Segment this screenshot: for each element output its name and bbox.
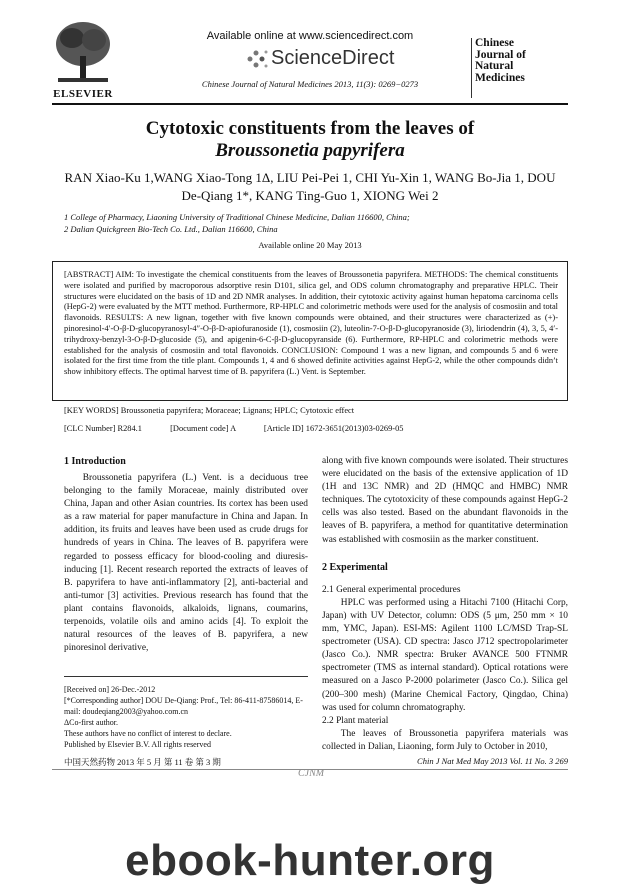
watermark: ebook-hunter.org: [125, 836, 495, 885]
footer-chinese-citation: 中国天然药物 2013 年 5 月 第 11 卷 第 3 期: [64, 757, 221, 767]
subsection-general-procedures: 2.1 General experimental procedures: [322, 584, 461, 595]
clc-number: [CLC Number] R284.1: [64, 424, 142, 433]
footnote: These authors have no conflict of interest to declare.: [64, 729, 232, 738]
cjnm-logo: CJNM: [298, 768, 325, 779]
affiliation: 2 Dalian Quickgreen Bio-Tech Co. Ltd., Dalian 116600, China: [64, 224, 278, 234]
footnote: [*Corresponding author] DOU De-Qiang: Prof., Tel: 86-411-87586014, E-mail: doudeqiang2003@yahoo.com.cn: [64, 696, 303, 716]
journal-name-block: [471, 38, 571, 98]
footnotes: [64, 684, 308, 750]
abstract-text: [ABSTRACT] AIM: To investigate the chemical constituents from the leaves of Broussonetia papyrifera. METHODS: The chemical constituents were isolated and purified by macroporous adsorptive resin D101, silica gel, and ODS column chromatography and preparative HPLC. Their structures were elucidated on the basis of 1D and 2D NMR analyses. In addition, their cytotoxic activity against human hepatoma carcinoma cells (HepG-2) were evaluated by the MTT method. Furthermore, RP-HPLC and colorimetric methods were used for the analysis of cosmosiin and total flavonoids. RESULTS: A new lignan, together with five known compounds were obtained, and their structures were characterized as (+)-pinoresinol-4′-O-β-D-glucopyranosyl-4″-O-β-D-apiofuranoside (1), cosmosiin (2), luteolin-7-O-β-D-glucopyranoside (3), liriodendrin (4), 3, 5, 4′-trihydroxy-benzyl-3-O-β-D-glucoside (5), and apigenin-6-C-β-D-glucopyranside (6). Furthermore, RP-HPLC and colorimetric methods were established for the analysis of cosmosiin and total flavonoids. CONCLUSION: Compound 1 was a new lignan, and compounds 5 and 6 were isolated for the first time from the title plant. Compounds 1, 4 and 6 showed definite activities against HepG-2, while the other compounds didn’t show inhibitory effects. The optimal harvest time of B. papyrifera (L.) Vent. is September.: [64, 270, 558, 377]
journal-name-line: Journal of: [475, 48, 526, 61]
publisher-name: ELSEVIER: [53, 88, 113, 100]
footnote: ΔCo-first author.: [64, 718, 119, 727]
footer-english-citation: Chin J Nat Med May 2013 Vol. 11 No. 3 269: [417, 756, 568, 766]
paper-title: Cytotoxic constituents from the leaves of: [145, 118, 475, 139]
journal-name-line: Chinese: [475, 37, 514, 49]
subsection-plant-material: 2.2 Plant material: [322, 715, 389, 726]
paper-title-species: Broussonetia papyrifera: [215, 140, 405, 161]
classification-row: [64, 424, 403, 433]
journal-name-line: Natural: [475, 60, 514, 72]
footnote-rule: [64, 676, 308, 677]
plant-material-text: The leaves of Broussonetia papyrifera materials was collected in Dalian, Liaoning, form July to October in 2010,: [322, 728, 568, 752]
authors-line: RAN Xiao-Ku 1,WANG Xiao-Tong 1Δ, LIU Pei-Pei 1, CHI Yu-Xin 1, WANG Bo-Jia 1, DOU: [64, 170, 556, 185]
intro-continued-text: along with five known compounds were isolated. Their structures were elucidated on the basis of the extensive application of 1D (1H and 13C NMR) and 2D (HMQC and HMBC) NMR techniques. The cytotoxicity of these compounds against HepG-2 cells was also tested. Based on the abundant flavonoids in the leaves of B. papyrifera, a method for quantitative determination was established with cosmosiin as the marker constituent.: [322, 456, 568, 545]
article-id: [Article ID] 1672-3651(2013)03-0269-05: [263, 424, 404, 433]
affiliation: 1 College of Pharmacy, Liaoning University of Traditional Chinese Medicine, Dalian 116600, China;: [64, 212, 410, 222]
document-code: [Document code] A: [170, 424, 236, 433]
introduction-text: Broussonetia papyrifera (L.) Vent. is a deciduous tree belonging to the family Moraceae, mainly distributed over China, Japan and other Asian countries. Its cortex has been used as a raw material for paper manufacture in China and Japan. In addition, its fruits and leaves have been used as crude drugs for hundreds of years in China. The leaves of B. papyrifera were regarded to possess efficacy for blood-cooling and diuresis-inducing [1]. Recent research reported the extracts of leaves of B. papyrifera to have anti-inflammatory [2], anti-bacterial and anti-tumor [3] activities. Previous research has found that the plant contains flavonoids, alkaloids, lignans, coumarins, terpenoids, volatile oils and amino acids [4]. To exploit the natural resources of the leaves of B. papyrifera, a new pinoresinol derivative,: [64, 473, 308, 654]
footnote: Published by Elsevier B.V. All rights reserved: [64, 740, 211, 749]
journal-name-line: Medicines: [475, 71, 525, 84]
section-heading-experimental: 2 Experimental: [322, 561, 388, 573]
available-online-date: Available online 20 May 2013: [258, 240, 362, 250]
keywords: [KEY WORDS] Broussonetia papyrifera; Moraceae; Lignans; HPLC; Cytotoxic effect: [64, 406, 355, 415]
available-online-text: Available online at www.sciencedirect.com: [206, 30, 414, 42]
footnote: [Received on] 26-Dec.-2012: [64, 685, 156, 694]
header-rule: [52, 103, 568, 105]
journal-citation: Chinese Journal of Natural Medicines 2013, 11(3): 0269−0273: [201, 79, 419, 89]
sciencedirect-dots-icon: [246, 48, 268, 70]
elsevier-tree-logo: [52, 18, 114, 88]
right-column: [322, 455, 568, 754]
sciencedirect-wordmark: ScienceDirect: [271, 47, 395, 69]
section-heading-introduction: 1 Introduction: [64, 456, 126, 467]
authors-line: De-Qiang 1*, KANG Ting-Guo 1, XIONG Wei 2: [181, 188, 439, 203]
experimental-procedures-text: HPLC was performed using a Hitachi 7100 (Hitachi Corp, Japan) with UV Detector, column: ODS (5 μm, 250 mm × 10 mm, YMC, Japan). ESI-MS: Agilent 1100 LC/MSD Trap-SL spectrometer (USA). CD spectra: Jasco J712 spectropolarimeter (Jasco Co.). NMR spectra: Bruker AVANCE 500 FTNMR spectrometer (TMS as internal standard). Optical rotations were measured on a Jasco P-2000 polarimeter (Jasco Co.). Silica gel (200–300 mesh) (Marine Chemical Factory, Qingdao, China) was used for column chromatography.: [322, 597, 568, 713]
